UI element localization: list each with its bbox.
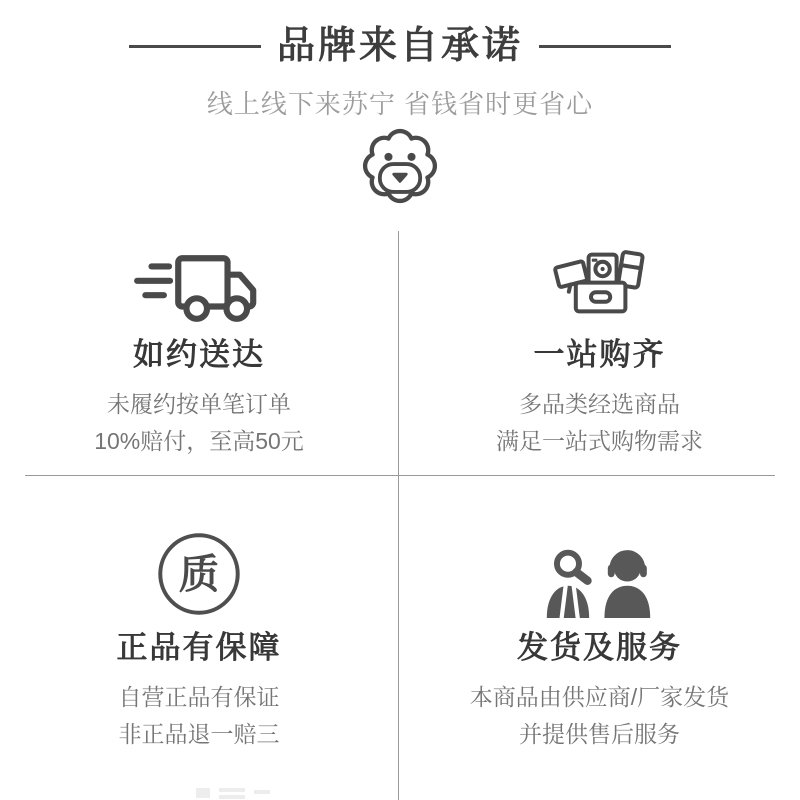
next-section-peek bbox=[196, 788, 270, 798]
feature-desc-line1: 多品类经选商品 bbox=[519, 390, 680, 417]
shipping-service-icon bbox=[540, 540, 659, 618]
feature-title: 如约送达 bbox=[133, 337, 265, 372]
feature-desc-line2: 满足一站式购物需求 bbox=[496, 427, 703, 454]
feature-genuine-guarantee bbox=[0, 476, 398, 800]
feature-desc-line2: 10%赔付，至高50元 bbox=[94, 427, 304, 454]
feature-shipping-service bbox=[399, 476, 800, 800]
quality-seal-icon bbox=[155, 530, 243, 618]
page-title: 品牌来自承诺 bbox=[276, 25, 523, 67]
appliances-box-icon bbox=[547, 245, 653, 325]
suning-lion-icon bbox=[352, 118, 448, 214]
feature-desc-line1: 本商品由供应商/厂家发货 bbox=[469, 683, 730, 710]
feature-title: 正品有保障 bbox=[116, 630, 282, 665]
feature-one-stop-shop bbox=[399, 231, 800, 475]
delivery-truck-icon bbox=[131, 249, 267, 325]
feature-desc-line1: 自营正品有保证 bbox=[118, 683, 280, 710]
page-subtitle: 线上线下来苏宁 省钱省时更省心 bbox=[206, 89, 594, 119]
title-rule-right bbox=[539, 45, 671, 48]
feature-on-time-delivery bbox=[0, 231, 398, 475]
quality-seal-char: 质 bbox=[178, 551, 220, 598]
feature-desc-line2: 非正品退一赔三 bbox=[118, 720, 280, 747]
feature-desc-line2: 并提供售后服务 bbox=[519, 720, 680, 747]
header bbox=[0, 26, 800, 68]
feature-desc-line1: 未履约按单笔订单 bbox=[107, 390, 291, 417]
feature-title: 发货及服务 bbox=[517, 630, 682, 665]
title-rule-left bbox=[129, 45, 261, 48]
feature-title: 一站购齐 bbox=[533, 337, 666, 372]
